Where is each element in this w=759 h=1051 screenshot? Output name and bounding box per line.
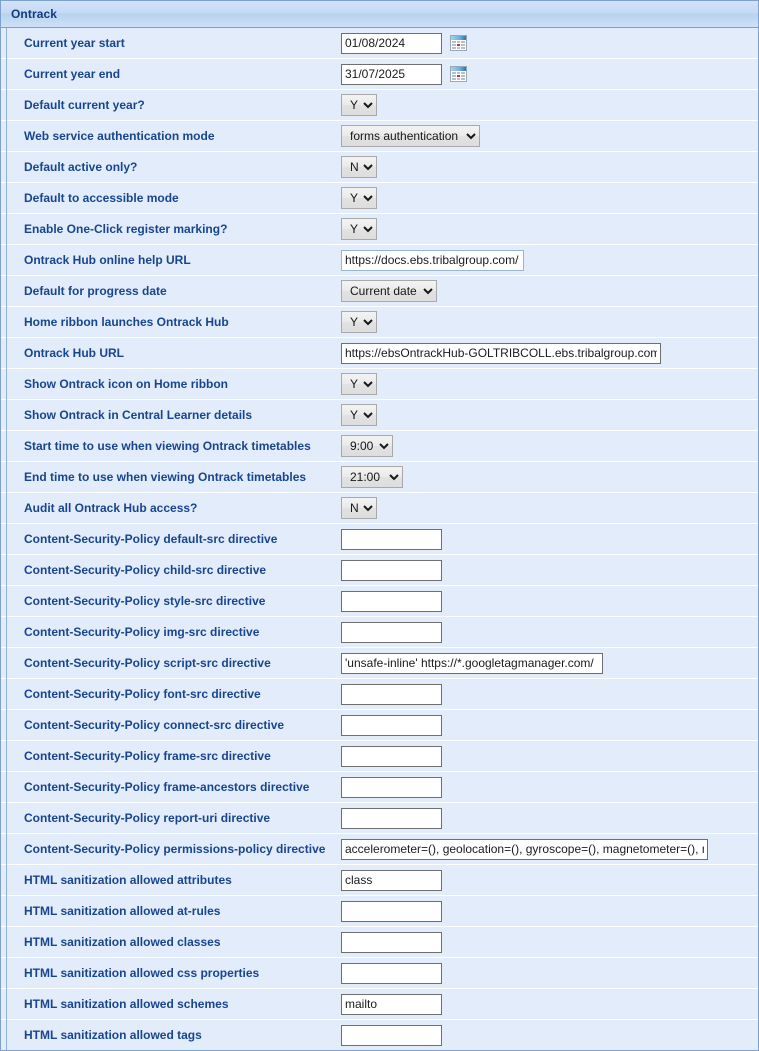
field-csp-frame-ancestors <box>341 777 758 798</box>
label-csp-frame-ancestors: Content-Security-Policy frame-ancestors directive <box>24 780 310 794</box>
settings-row <box>1 431 758 462</box>
label-html-sanitization-allowed-attributes: HTML sanitization allowed attributes <box>24 873 232 887</box>
settings-row <box>1 586 758 617</box>
settings-row <box>1 152 758 183</box>
label-default-current-year: Default current year? <box>24 98 145 112</box>
label-ontrack-hub-online-help-url: Ontrack Hub online help URL <box>24 253 191 267</box>
settings-row <box>1 90 758 121</box>
label-csp-connect-src: Content-Security-Policy connect-src directive <box>24 718 285 732</box>
field-html-sanitization-allowed-tags <box>341 1025 758 1046</box>
calendar-today-marker <box>457 44 461 46</box>
select-show-ontrack-icon-on-home-ribbon[interactable] <box>341 373 377 395</box>
field-web-service-authentication-mode <box>341 125 758 147</box>
select-end-time-ontrack-timetables[interactable] <box>341 466 403 488</box>
input-html-sanitization-allowed-attributes[interactable] <box>341 870 442 891</box>
settings-row <box>1 927 758 958</box>
calendar-icon-grid <box>452 41 465 49</box>
settings-row <box>1 338 758 369</box>
field-default-active-only <box>341 156 758 178</box>
field-default-to-accessible-mode <box>341 187 758 209</box>
settings-row <box>1 400 758 431</box>
field-html-sanitization-allowed-at-rules <box>341 901 758 922</box>
settings-row <box>1 741 758 772</box>
label-csp-style-src: Content-Security-Policy style-src directive <box>24 594 266 608</box>
label-end-time-ontrack-timetables: End time to use when viewing Ontrack timetables <box>24 470 307 484</box>
settings-row <box>1 59 758 90</box>
label-ontrack-hub-url: Ontrack Hub URL <box>24 346 125 360</box>
settings-row <box>1 121 758 152</box>
calendar-cell <box>457 78 461 80</box>
input-html-sanitization-allowed-css-properties[interactable] <box>341 963 442 984</box>
input-csp-permissions-policy[interactable] <box>341 839 708 860</box>
field-csp-connect-src <box>341 715 758 736</box>
field-html-sanitization-allowed-attributes <box>341 870 758 891</box>
calendar-today-marker <box>457 75 461 77</box>
label-html-sanitization-allowed-tags: HTML sanitization allowed tags <box>24 1028 202 1042</box>
field-csp-frame-src <box>341 746 758 767</box>
settings-row <box>1 896 758 927</box>
field-ontrack-hub-online-help-url <box>341 250 758 271</box>
calendar-cell <box>457 72 461 74</box>
label-audit-all-ontrack-hub-access: Audit all Ontrack Hub access? <box>24 501 198 515</box>
calendar-icon-header <box>451 67 466 71</box>
input-csp-frame-src[interactable] <box>341 746 442 767</box>
settings-row <box>1 803 758 834</box>
select-default-current-year[interactable] <box>341 94 377 116</box>
label-html-sanitization-allowed-at-rules: HTML sanitization allowed at-rules <box>24 904 221 918</box>
calendar-cell <box>452 72 456 74</box>
field-csp-permissions-policy <box>341 839 758 860</box>
panel-titlebar <box>1 1 758 28</box>
label-csp-report-uri: Content-Security-Policy report-uri directive <box>24 811 271 825</box>
label-start-time-ontrack-timetables: Start time to use when viewing Ontrack timetables <box>24 439 311 453</box>
label-html-sanitization-allowed-classes: HTML sanitization allowed classes <box>24 935 221 949</box>
field-ontrack-hub-url <box>341 343 758 364</box>
select-default-for-progress-date[interactable] <box>341 280 437 302</box>
settings-row-list <box>1 28 758 1050</box>
label-show-ontrack-in-central-learner-details: Show Ontrack in Central Learner details <box>24 408 253 422</box>
settings-row <box>1 958 758 989</box>
calendar-cell <box>461 75 465 77</box>
input-csp-script-src[interactable] <box>341 653 603 674</box>
input-ontrack-hub-url[interactable] <box>341 343 661 364</box>
label-html-sanitization-allowed-schemes: HTML sanitization allowed schemes <box>24 997 229 1011</box>
input-csp-style-src[interactable] <box>341 591 442 612</box>
calendar-cell <box>457 47 461 49</box>
select-web-service-authentication-mode[interactable] <box>341 125 480 147</box>
field-start-time-ontrack-timetables <box>341 435 758 457</box>
calendar-cell <box>461 72 465 74</box>
label-csp-img-src: Content-Security-Policy img-src directive <box>24 625 260 639</box>
field-html-sanitization-allowed-classes <box>341 932 758 953</box>
settings-row <box>1 772 758 803</box>
panel-title: Ontrack <box>11 7 58 21</box>
input-html-sanitization-allowed-tags[interactable] <box>341 1025 442 1046</box>
field-csp-font-src <box>341 684 758 705</box>
input-csp-default-src[interactable] <box>341 529 442 550</box>
label-enable-one-click-register-marking: Enable One-Click register marking? <box>24 222 228 236</box>
field-csp-script-src <box>341 653 758 674</box>
input-ontrack-hub-online-help-url[interactable] <box>341 250 524 271</box>
field-home-ribbon-launches-ontrack-hub <box>341 311 758 333</box>
calendar-cell <box>452 47 456 49</box>
input-current-year-start[interactable] <box>341 33 442 54</box>
input-html-sanitization-allowed-classes[interactable] <box>341 932 442 953</box>
settings-row <box>1 989 758 1020</box>
settings-row <box>1 214 758 245</box>
calendar-cell <box>452 78 456 80</box>
field-csp-img-src <box>341 622 758 643</box>
field-default-current-year <box>341 94 758 116</box>
input-csp-font-src[interactable] <box>341 684 442 705</box>
settings-row <box>1 555 758 586</box>
field-current-year-end <box>341 64 758 85</box>
label-csp-font-src: Content-Security-Policy font-src directive <box>24 687 261 701</box>
calendar-icon[interactable] <box>450 66 467 82</box>
input-csp-img-src[interactable] <box>341 622 442 643</box>
label-current-year-end: Current year end <box>24 67 121 81</box>
calendar-cell <box>461 47 465 49</box>
settings-row <box>1 307 758 338</box>
settings-row <box>1 28 758 59</box>
settings-row <box>1 679 758 710</box>
settings-row <box>1 834 758 865</box>
settings-row <box>1 462 758 493</box>
select-default-active-only[interactable] <box>341 156 377 178</box>
label-default-active-only: Default active only? <box>24 160 138 174</box>
calendar-cell <box>461 41 465 43</box>
select-audit-all-ontrack-hub-access[interactable] <box>341 497 377 519</box>
settings-row <box>1 245 758 276</box>
calendar-cell <box>452 44 456 46</box>
settings-row <box>1 183 758 214</box>
settings-row <box>1 865 758 896</box>
label-default-to-accessible-mode: Default to accessible mode <box>24 191 179 205</box>
select-default-to-accessible-mode[interactable] <box>341 187 377 209</box>
calendar-cell <box>457 41 461 43</box>
settings-row <box>1 524 758 555</box>
field-csp-style-src <box>341 591 758 612</box>
settings-row <box>1 617 758 648</box>
field-default-for-progress-date <box>341 280 758 302</box>
field-csp-report-uri <box>341 808 758 829</box>
label-csp-child-src: Content-Security-Policy child-src directive <box>24 563 267 577</box>
select-enable-one-click-register-marking[interactable] <box>341 218 377 240</box>
field-current-year-start <box>341 33 758 54</box>
select-start-time-ontrack-timetables[interactable] <box>341 435 393 457</box>
field-enable-one-click-register-marking <box>341 218 758 240</box>
input-csp-frame-ancestors[interactable] <box>341 777 442 798</box>
label-current-year-start: Current year start <box>24 36 125 50</box>
field-audit-all-ontrack-hub-access <box>341 497 758 519</box>
label-web-service-authentication-mode: Web service authentication mode <box>24 129 215 143</box>
field-html-sanitization-allowed-schemes <box>341 994 758 1015</box>
calendar-icon[interactable] <box>450 35 467 51</box>
label-default-for-progress-date: Default for progress date <box>24 284 167 298</box>
field-show-ontrack-icon-on-home-ribbon <box>341 373 758 395</box>
input-csp-report-uri[interactable] <box>341 808 442 829</box>
field-show-ontrack-in-central-learner-details <box>341 404 758 426</box>
label-show-ontrack-icon-on-home-ribbon: Show Ontrack icon on Home ribbon <box>24 377 229 391</box>
input-current-year-end[interactable] <box>341 64 442 85</box>
field-csp-child-src <box>341 560 758 581</box>
select-show-ontrack-in-central-learner-details[interactable] <box>341 404 377 426</box>
label-csp-script-src: Content-Security-Policy script-src directive <box>24 656 271 670</box>
field-html-sanitization-allowed-css-properties <box>341 963 758 984</box>
calendar-cell <box>452 41 456 43</box>
settings-row <box>1 276 758 307</box>
calendar-icon-grid <box>452 72 465 80</box>
settings-row <box>1 1020 758 1050</box>
input-html-sanitization-allowed-at-rules[interactable] <box>341 901 442 922</box>
label-csp-frame-src: Content-Security-Policy frame-src directive <box>24 749 271 763</box>
settings-row <box>1 710 758 741</box>
label-csp-permissions-policy: Content-Security-Policy permissions-policy directive <box>24 842 326 856</box>
label-csp-default-src: Content-Security-Policy default-src directive <box>24 532 278 546</box>
left-rail-divider <box>6 28 7 1050</box>
input-csp-child-src[interactable] <box>341 560 442 581</box>
input-csp-connect-src[interactable] <box>341 715 442 736</box>
field-end-time-ontrack-timetables <box>341 466 758 488</box>
label-html-sanitization-allowed-css-properties: HTML sanitization allowed css properties <box>24 966 260 980</box>
settings-row <box>1 369 758 400</box>
calendar-cell <box>452 75 456 77</box>
settings-row <box>1 493 758 524</box>
input-html-sanitization-allowed-schemes[interactable] <box>341 994 442 1015</box>
calendar-cell <box>461 78 465 80</box>
label-home-ribbon-launches-ontrack-hub: Home ribbon launches Ontrack Hub <box>24 315 229 329</box>
settings-row <box>1 648 758 679</box>
calendar-icon-header <box>451 36 466 40</box>
field-csp-default-src <box>341 529 758 550</box>
select-home-ribbon-launches-ontrack-hub[interactable] <box>341 311 377 333</box>
calendar-cell <box>461 44 465 46</box>
